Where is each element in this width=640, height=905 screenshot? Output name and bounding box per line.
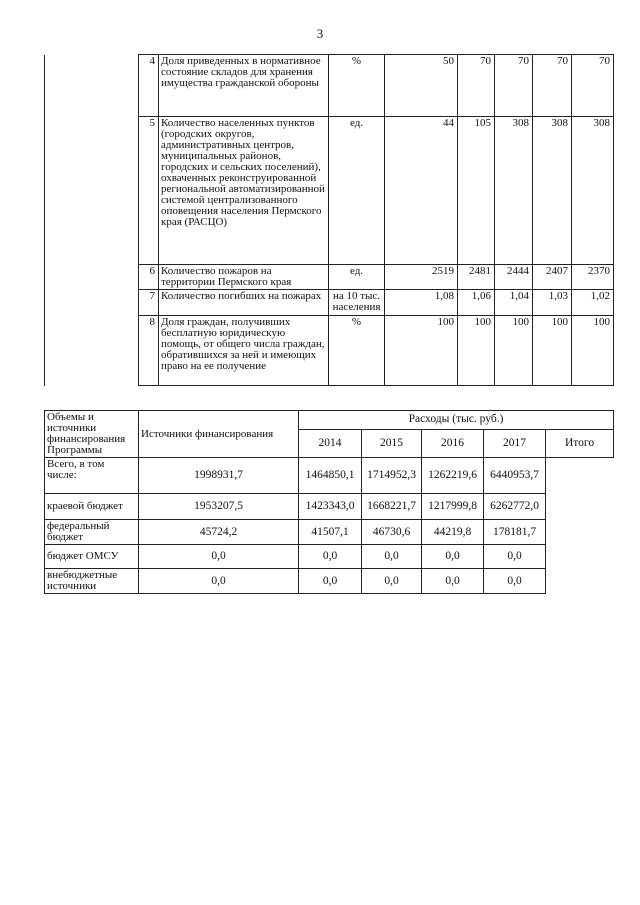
indicator-number: 4 xyxy=(139,55,159,117)
page-number: 3 xyxy=(316,26,324,41)
finance-value: 0,0 xyxy=(484,545,546,569)
indicator-number: 5 xyxy=(139,117,159,265)
finance-row xyxy=(45,458,614,494)
indicator-value: 70 xyxy=(458,55,495,117)
indicator-value: 1,02 xyxy=(572,290,614,316)
indicator-name: Доля приведенных в нормативное состояние складов для хранения имущества гражданской обороны xyxy=(159,55,329,117)
indicator-unit: на 10 тыс. населения xyxy=(329,290,385,316)
year-header: 2017 xyxy=(484,429,546,457)
indicator-value: 2370 xyxy=(572,265,614,290)
finance-value: 1217999,8 xyxy=(422,494,484,520)
indicator-value: 2519 xyxy=(385,265,458,290)
indicator-value: 1,03 xyxy=(533,290,572,316)
indicator-value: 2481 xyxy=(458,265,495,290)
finance-value: 0,0 xyxy=(362,545,422,569)
indicator-value: 100 xyxy=(385,316,458,386)
indicator-value: 100 xyxy=(572,316,614,386)
indicator-value: 2407 xyxy=(533,265,572,290)
finance-value: 0,0 xyxy=(139,545,299,569)
finance-value: 0,0 xyxy=(422,545,484,569)
indicator-row xyxy=(45,55,614,117)
indicator-value: 50 xyxy=(385,55,458,117)
finance-value: 41507,1 xyxy=(299,520,362,545)
indicator-value: 1,08 xyxy=(385,290,458,316)
finance-value: 1998931,7 xyxy=(139,458,299,494)
finance-value: 1423343,0 xyxy=(299,494,362,520)
indicator-row xyxy=(45,117,614,265)
empty-cell xyxy=(45,55,139,117)
indicator-row xyxy=(45,265,614,290)
finance-row xyxy=(45,545,614,569)
finance-section-label: Объемы и источники финансирования Программы xyxy=(45,411,139,458)
finance-row xyxy=(45,569,614,594)
finance-value: 46730,6 xyxy=(362,520,422,545)
finance-value: 0,0 xyxy=(484,569,546,594)
indicator-unit: ед. xyxy=(329,265,385,290)
indicator-value: 2444 xyxy=(495,265,533,290)
finance-value: 0,0 xyxy=(299,569,362,594)
indicators-table xyxy=(44,54,614,386)
indicator-row xyxy=(45,316,614,386)
finance-value: 1953207,5 xyxy=(139,494,299,520)
empty-cell xyxy=(45,117,139,265)
year-header: 2015 xyxy=(362,429,422,457)
finance-value: 1464850,1 xyxy=(299,458,362,494)
indicator-row xyxy=(45,290,614,316)
empty-cell xyxy=(45,316,139,386)
indicator-value: 100 xyxy=(495,316,533,386)
year-header: 2014 xyxy=(299,429,362,457)
indicator-number: 8 xyxy=(139,316,159,386)
finance-row xyxy=(45,520,614,545)
indicator-value: 1,04 xyxy=(495,290,533,316)
indicator-value: 308 xyxy=(572,117,614,265)
indicator-name: Количество погибших на пожарах xyxy=(159,290,329,316)
finance-value: 0,0 xyxy=(362,569,422,594)
finance-source: бюджет ОМСУ xyxy=(45,545,139,569)
finance-value: 6262772,0 xyxy=(484,494,546,520)
finance-source: Всего, в том числе: xyxy=(45,458,139,494)
indicator-value: 308 xyxy=(495,117,533,265)
empty-cell xyxy=(45,290,139,316)
finance-value: 6440953,7 xyxy=(484,458,546,494)
indicator-number: 7 xyxy=(139,290,159,316)
finance-value: 1262219,6 xyxy=(422,458,484,494)
indicator-value: 308 xyxy=(533,117,572,265)
finance-source: краевой бюджет xyxy=(45,494,139,520)
indicator-number: 6 xyxy=(139,265,159,290)
finance-source: федеральный бюджет xyxy=(45,520,139,545)
finance-value: 178181,7 xyxy=(484,520,546,545)
indicator-unit: ед. xyxy=(329,117,385,265)
finance-row xyxy=(45,494,614,520)
indicator-value: 70 xyxy=(495,55,533,117)
sources-header: Источники финансирования xyxy=(139,411,299,458)
indicator-name: Доля граждан, получивших бесплатную юридическую помощь, от общего числа граждан, обратившихся за ней и имеющих право на ее получение xyxy=(159,316,329,386)
total-header: Итого xyxy=(546,429,614,457)
indicator-value: 105 xyxy=(458,117,495,265)
indicator-unit: % xyxy=(329,55,385,117)
empty-cell xyxy=(45,265,139,290)
expenses-header: Расходы (тыс. руб.) xyxy=(299,411,614,430)
indicator-unit: % xyxy=(329,316,385,386)
finance-value: 1668221,7 xyxy=(362,494,422,520)
indicator-value: 70 xyxy=(572,55,614,117)
indicator-value: 70 xyxy=(533,55,572,117)
indicator-value: 100 xyxy=(458,316,495,386)
year-header: 2016 xyxy=(422,429,484,457)
indicator-name: Количество пожаров на территории Пермского края xyxy=(159,265,329,290)
indicator-value: 100 xyxy=(533,316,572,386)
finance-value: 0,0 xyxy=(299,545,362,569)
indicator-value: 1,06 xyxy=(458,290,495,316)
finance-value: 0,0 xyxy=(139,569,299,594)
finance-value: 45724,2 xyxy=(139,520,299,545)
finance-table xyxy=(44,410,614,594)
indicator-value: 44 xyxy=(385,117,458,265)
finance-value: 0,0 xyxy=(422,569,484,594)
indicator-name: Количество населенных пунктов (городских округов, административных центров, муниципальных районов, городских и сельских поселений), охваченных реконструированной региональной автоматизированной системой централизованного оповещения населения Пермского края (РАСЦО) xyxy=(159,117,329,265)
finance-value: 1714952,3 xyxy=(362,458,422,494)
finance-source: внебюджетные источники xyxy=(45,569,139,594)
finance-value: 44219,8 xyxy=(422,520,484,545)
